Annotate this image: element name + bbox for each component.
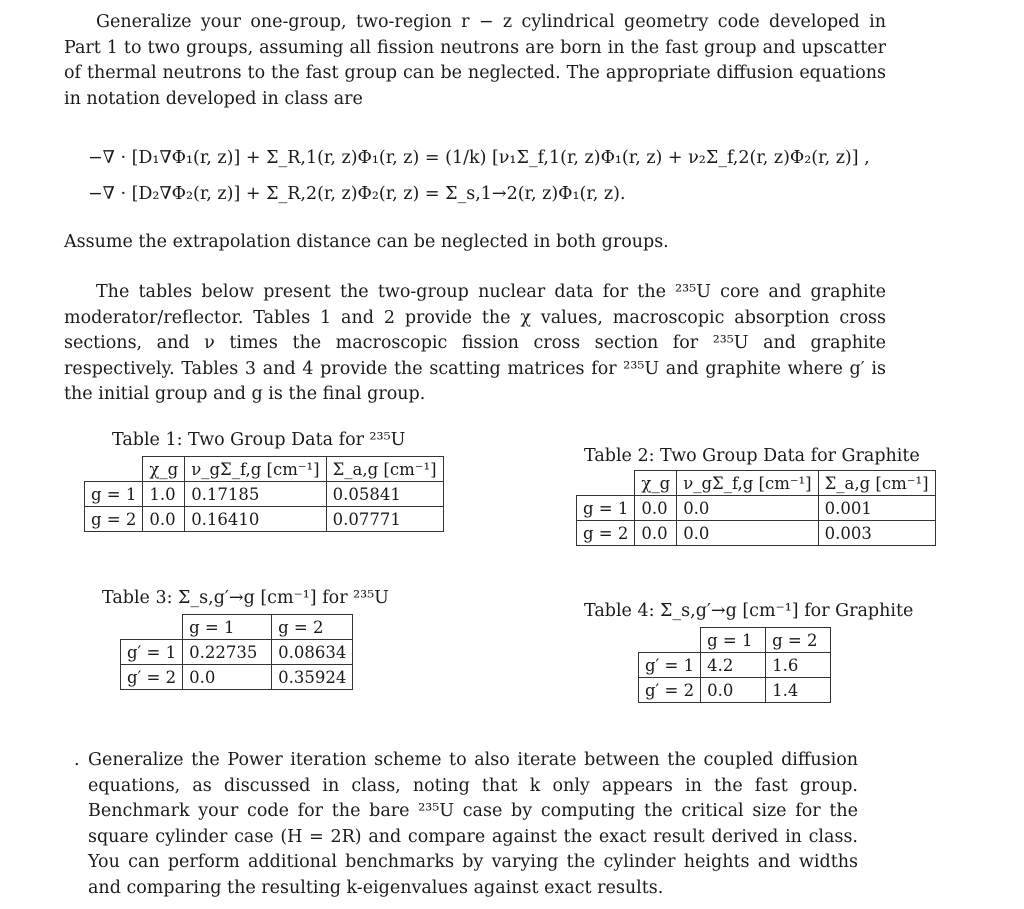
table-row xyxy=(121,640,353,665)
table-cell: 0.35924 xyxy=(272,665,353,690)
table-cell: 1.0 xyxy=(143,482,185,507)
table-cell: 0.17185 xyxy=(185,482,326,507)
table-cell: g = 1 xyxy=(577,496,635,521)
table-cell xyxy=(121,615,183,640)
table-row xyxy=(577,521,936,546)
table-row xyxy=(639,653,831,678)
diffusion-equation-thermal xyxy=(88,184,626,204)
table-cell: 0.07771 xyxy=(326,507,443,532)
diffusion-equation-fast xyxy=(88,148,870,168)
table-cell: ν_gΣ_f,g [cm⁻¹] xyxy=(677,471,818,496)
table-cell: 0.0 xyxy=(677,521,818,546)
table-cell: χ_g xyxy=(635,471,677,496)
table-cell: 0.003 xyxy=(818,521,935,546)
eq2-text: −∇ · [D₂∇Φ₂(r, z)] + Σ_R,2(r, z)Φ₂(r, z) = Σ_s,1→2(r, z)Φ₁(r, z). xyxy=(88,184,626,204)
intro-paragraph: Generalize your one-group, two-region r − z cylindrical geometry code developed in Part 1 to two groups, assuming all fission neutrons are born in the fast group and upscatter of thermal neutrons to the fast group can be neglected. The appropriate diffusion equations in notation developed in class are xyxy=(64,12,886,109)
table-cell: 0.16410 xyxy=(185,507,326,532)
table-cell: 0.0 xyxy=(635,521,677,546)
table-cell: g = 1 xyxy=(85,482,143,507)
table4 xyxy=(638,627,831,703)
table-cell xyxy=(639,628,701,653)
table-cell: g′ = 2 xyxy=(121,665,183,690)
table-cell xyxy=(577,471,635,496)
table-cell: g = 2 xyxy=(85,507,143,532)
table-cell: 0.0 xyxy=(635,496,677,521)
task-paragraph: Generalize the Power iteration scheme to also iterate between the coupled diffusion equations, as discussed in class, noting that k only appears in the fast group. Benchmark your code for the bare ²³⁵U case by computing the critical size for the square cylinder case (H = 2R) and compare against the exact result derived in class. You can perform additional benchmarks by varying the cylinder heights and widths and comparing the resulting k-eigenvalues against exact results. xyxy=(88,750,858,898)
table-cell: g = 1 xyxy=(183,615,272,640)
table-cell: g′ = 1 xyxy=(121,640,183,665)
table2-caption: Table 2: Two Group Data for Graphite xyxy=(584,446,920,466)
table3 xyxy=(120,614,353,690)
table-cell: g = 1 xyxy=(701,628,766,653)
table2 xyxy=(576,470,936,546)
table-cell: 0.22735 xyxy=(183,640,272,665)
table-cell: g = 2 xyxy=(766,628,831,653)
table-cell: 1.4 xyxy=(766,678,831,703)
table-cell: 0.0 xyxy=(677,496,818,521)
extrapolation-note: Assume the extrapolation distance can be neglected in both groups. xyxy=(64,232,669,252)
table-cell: 0.05841 xyxy=(326,482,443,507)
table-row xyxy=(121,665,353,690)
table-cell: g = 2 xyxy=(577,521,635,546)
task-bullet: . xyxy=(74,750,80,770)
table-header-row xyxy=(85,457,444,482)
table-row xyxy=(85,482,444,507)
table-header-row xyxy=(121,615,353,640)
table-cell: g′ = 2 xyxy=(639,678,701,703)
table-cell: 1.6 xyxy=(766,653,831,678)
table-cell xyxy=(85,457,143,482)
table-cell: g′ = 1 xyxy=(639,653,701,678)
table3-caption: Table 3: Σ_s,g′→g [cm⁻¹] for ²³⁵U xyxy=(102,588,389,608)
table1 xyxy=(84,456,444,532)
eq1-text: −∇ · [D₁∇Φ₁(r, z)] + Σ_R,1(r, z)Φ₁(r, z) = (1/k) [ν₁Σ_f,1(r, z)Φ₁(r, z) + ν₂Σ_f,2(r, z)Φ₂(r, z)] , xyxy=(88,148,870,168)
table-cell: 0.0 xyxy=(183,665,272,690)
table-cell: g = 2 xyxy=(272,615,353,640)
table-cell: ν_gΣ_f,g [cm⁻¹] xyxy=(185,457,326,482)
table-row xyxy=(85,507,444,532)
table-row xyxy=(577,496,936,521)
table-cell: 0.0 xyxy=(701,678,766,703)
table-cell: 0.08634 xyxy=(272,640,353,665)
table-cell: 4.2 xyxy=(701,653,766,678)
table-cell: χ_g xyxy=(143,457,185,482)
table-cell: 0.001 xyxy=(818,496,935,521)
data-intro-paragraph: The tables below present the two-group nuclear data for the ²³⁵U core and graphite moderator/reflector. Tables 1 and 2 provide the χ values, macroscopic absorption cross sections, and ν times the macroscopic fission cross section for ²³⁵U and graphite respectively. Tables 3 and 4 provide the scatting matrices for ²³⁵U and graphite where g′ is the initial group and g is the final group. xyxy=(64,282,886,404)
table4-caption: Table 4: Σ_s,g′→g [cm⁻¹] for Graphite xyxy=(584,601,914,621)
table1-caption: Table 1: Two Group Data for ²³⁵U xyxy=(112,430,406,450)
table-cell: Σ_a,g [cm⁻¹] xyxy=(818,471,935,496)
table-header-row xyxy=(639,628,831,653)
table-row xyxy=(639,678,831,703)
table-cell: 0.0 xyxy=(143,507,185,532)
table-header-row xyxy=(577,471,936,496)
table-cell: Σ_a,g [cm⁻¹] xyxy=(326,457,443,482)
